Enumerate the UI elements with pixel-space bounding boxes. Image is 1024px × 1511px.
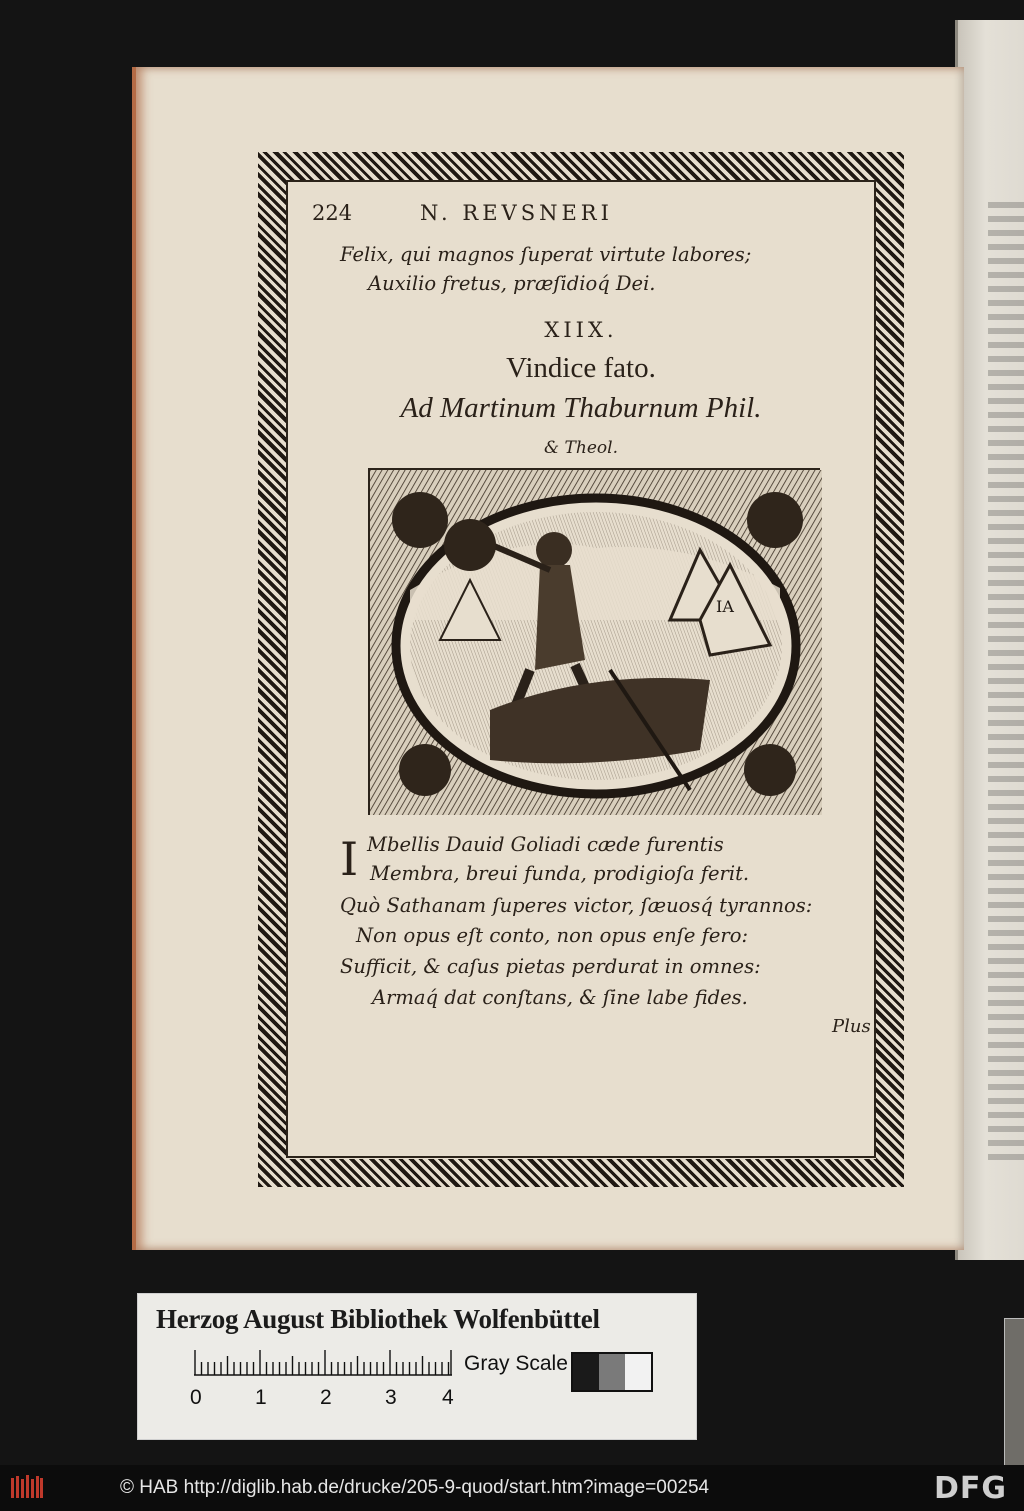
gray-scale-swatches [571, 1352, 653, 1392]
copyright-url[interactable]: © HAB http://diglib.hab.de/drucke/205-9-quod/start.htm?image=00254 [120, 1477, 710, 1498]
page-number: 224 [312, 201, 353, 225]
ruler-number-4: 4 [442, 1386, 454, 1409]
emblem-motto: Vindice fato. [506, 352, 656, 384]
ruler-number-2: 2 [320, 1386, 332, 1409]
poem-line-5: Sufficit, & caſus pietas perdurat in omnes: [340, 955, 761, 978]
woodcut-inscription: IA [716, 597, 734, 616]
catchword: Plus [832, 1016, 871, 1037]
ruler-number-0: 0 [190, 1386, 202, 1409]
intro-line-1: Felix, qui magnos ſuperat virtute labores; [340, 243, 752, 266]
emblem-dedication-sub: & Theol. [544, 438, 618, 458]
footer-bar [0, 1465, 1024, 1511]
poem-line-2: Membra, breui funda, prodigioſa ferit. [370, 862, 750, 885]
page-header [312, 201, 872, 229]
ruler-scale [194, 1350, 452, 1376]
adjacent-page-edge [955, 20, 1024, 1260]
adjacent-page-border-ghost [988, 200, 1024, 1160]
gray-scale-label: Gray Scale [464, 1352, 568, 1375]
woodcut-illustration [368, 468, 820, 815]
dfg-logo: DFG [934, 1471, 1008, 1506]
poem-line-4: Non opus eſt conto, non opus enſe fero: [356, 924, 749, 947]
hab-logo-icon [10, 1474, 44, 1500]
library-name: Herzog August Bibliothek Wolfenbüttel [156, 1304, 600, 1334]
library-color-card [137, 1293, 697, 1440]
running-head: N. REVSNERI [420, 201, 613, 225]
poem-line-3: Quò Sathanam ſuperes victor, ſæuosq́ tyrannos: [340, 894, 813, 917]
swatch-dark [573, 1354, 599, 1390]
emblem-dedication: Ad Martinum Thaburnum Phil. [400, 392, 762, 424]
initial-letter: I [340, 832, 359, 886]
swatch-light [625, 1354, 651, 1390]
emblem-number: XIIX. [544, 318, 618, 342]
poem-line-1: Mbellis Dauid Goliadi cæde furentis [367, 833, 724, 856]
woodcut-david-goliath-image [370, 470, 822, 815]
ruler-number-3: 3 [385, 1386, 397, 1409]
poem-line-6: Armaq́ dat conſtans, & ſine labe fides. [372, 986, 748, 1009]
ruler-number-1: 1 [255, 1386, 267, 1409]
swatch-mid [599, 1354, 625, 1390]
ruler-numbers [190, 1386, 470, 1412]
intro-line-2: Auxilio fretus, præſidioq́ Dei. [368, 272, 656, 295]
adjacent-card-edge [1004, 1318, 1024, 1470]
